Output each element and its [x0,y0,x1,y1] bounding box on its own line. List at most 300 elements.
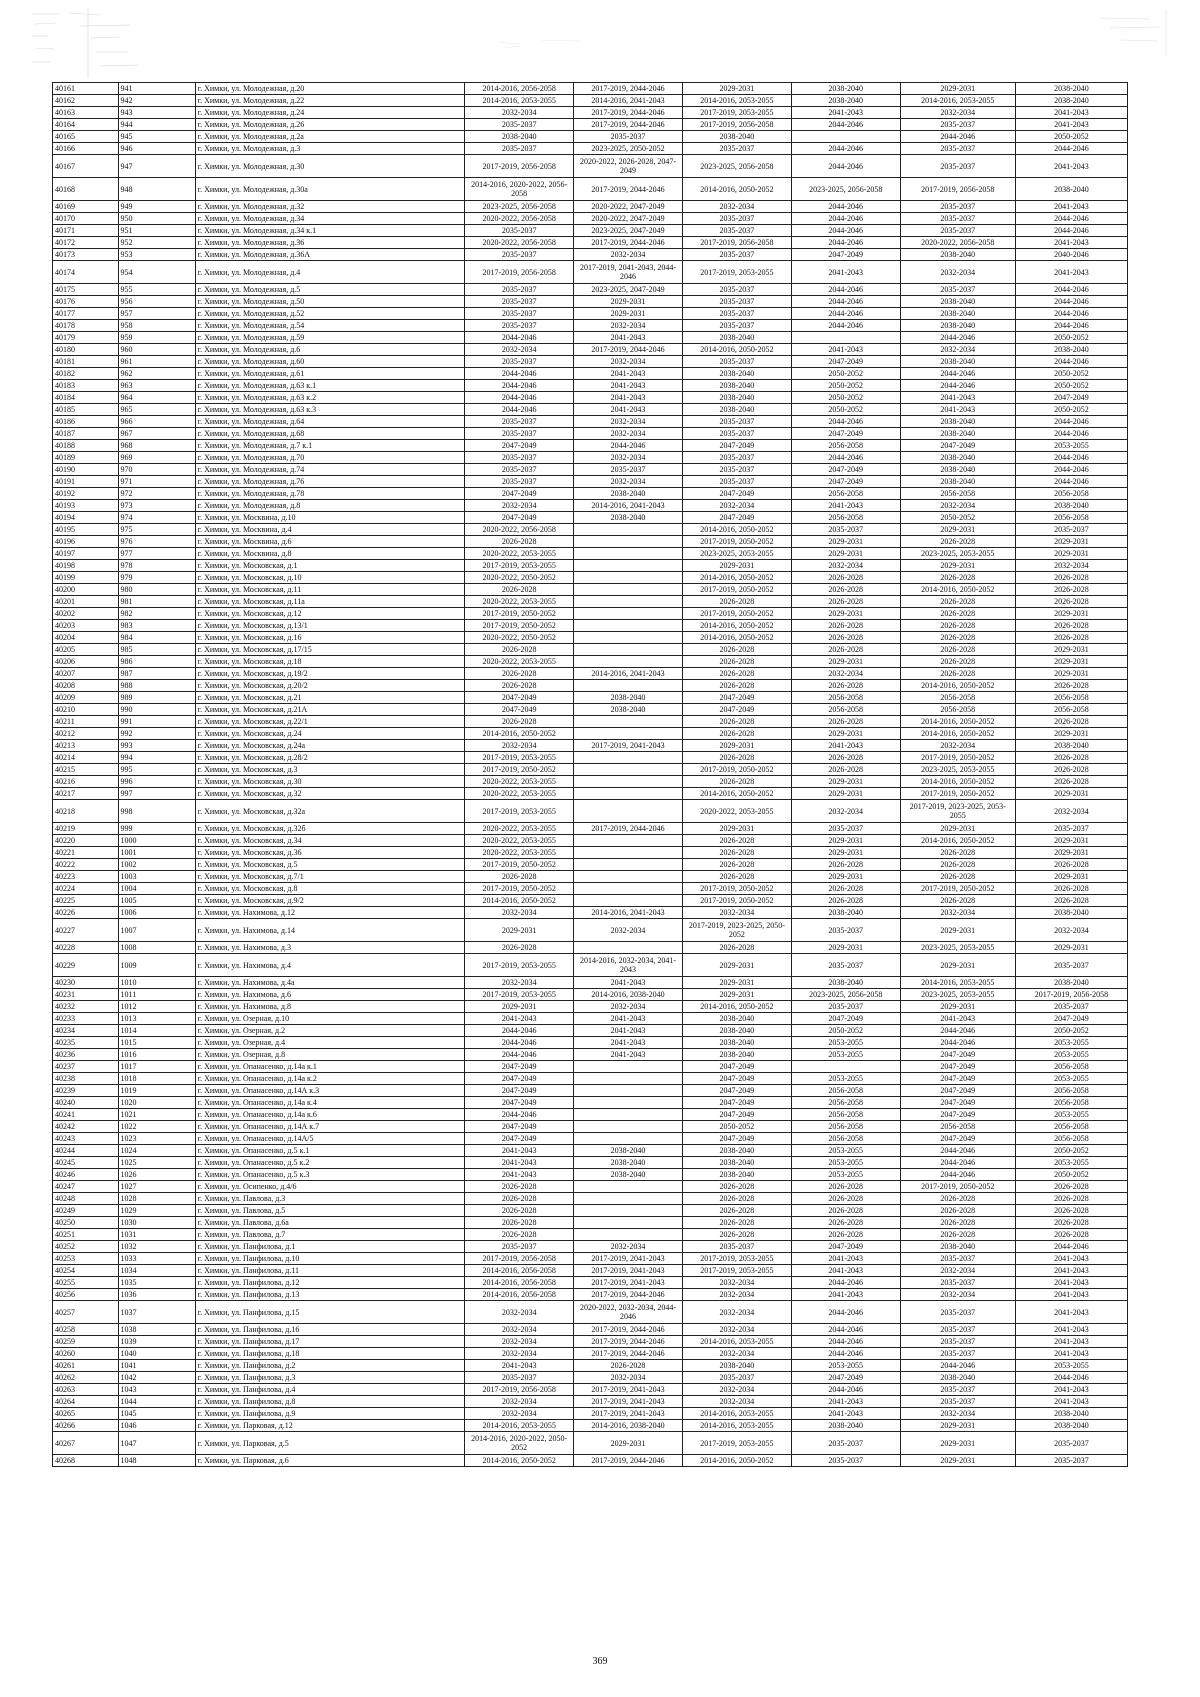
period-1-cell: 2017-2019, 2050-2052 [465,859,574,871]
row-number-cell: 1019 [118,1085,195,1097]
period-5-cell: 2029-2031 [900,560,1015,572]
row-number-cell: 1033 [118,1253,195,1265]
period-6-cell: 2041-2043 [1015,1265,1127,1277]
period-6-cell: 2026-2028 [1015,620,1127,632]
period-3-cell: 2026-2028 [682,1181,791,1193]
period-2-cell: 2017-2019, 2044-2046 [574,107,683,119]
period-3-cell: 2017-2019, 2050-2052 [682,608,791,620]
period-3-cell: 2032-2034 [682,1289,791,1301]
period-4-cell: 2053-2055 [791,1037,900,1049]
row-number-cell: 1007 [118,919,195,942]
address-cell: г. Химки, ул. Парковая, д.6 [195,1455,465,1467]
table-row [53,632,1128,644]
period-5-cell: 2014-2016, 2053-2055 [900,95,1015,107]
period-5-cell: 2035-2037 [900,201,1015,213]
row-id-cell: 40233 [53,1013,119,1025]
row-number-cell: 1026 [118,1169,195,1181]
row-number-cell: 1015 [118,1037,195,1049]
period-2-cell: 2014-2016, 2041-2043 [574,500,683,512]
period-6-cell: 2050-2052 [1015,1145,1127,1157]
period-2-cell [574,1085,683,1097]
period-3-cell: 2014-2016, 2053-2055 [682,1336,791,1348]
row-id-cell: 40220 [53,835,119,847]
period-3-cell: 2017-2019, 2050-2052 [682,895,791,907]
period-4-cell: 2029-2031 [791,788,900,800]
row-number-cell: 985 [118,644,195,656]
period-2-cell: 2017-2019, 2041-2043 [574,1253,683,1265]
period-2-cell [574,1205,683,1217]
address-cell: г. Химки, ул. Молодежная, д.54 [195,320,465,332]
address-cell: г. Химки, ул. Московская, д.10 [195,572,465,584]
period-1-cell: 2047-2049 [465,512,574,524]
row-number-cell: 1031 [118,1229,195,1241]
row-id-cell: 40260 [53,1348,119,1360]
period-2-cell [574,1133,683,1145]
period-5-cell: 2050-2052 [900,512,1015,524]
address-cell: г. Химки, ул. Молодежная, д.59 [195,332,465,344]
address-cell: г. Химки, ул. Московская, д.21 [195,692,465,704]
table-row [53,392,1128,404]
period-4-cell: 2044-2046 [791,320,900,332]
period-5-cell: 2038-2040 [900,476,1015,488]
row-number-cell: 1028 [118,1193,195,1205]
row-id-cell: 40184 [53,392,119,404]
period-5-cell: 2038-2040 [900,464,1015,476]
row-id-cell: 40243 [53,1133,119,1145]
period-3-cell: 2047-2049 [682,692,791,704]
period-4-cell: 2053-2055 [791,1157,900,1169]
period-3-cell: 2023-2025, 2056-2058 [682,155,791,178]
period-5-cell: 2038-2040 [900,320,1015,332]
period-3-cell: 2047-2049 [682,1061,791,1073]
period-3-cell: 2032-2034 [682,1396,791,1408]
row-number-cell: 972 [118,488,195,500]
period-3-cell: 2035-2037 [682,143,791,155]
period-1-cell: 2026-2028 [465,1205,574,1217]
period-1-cell: 2020-2022, 2050-2052 [465,632,574,644]
period-5-cell: 2026-2028 [900,656,1015,668]
period-6-cell: 2038-2040 [1015,1420,1127,1432]
period-6-cell: 2029-2031 [1015,788,1127,800]
row-id-cell: 40246 [53,1169,119,1181]
period-2-cell: 2041-2043 [574,380,683,392]
period-5-cell: 2026-2028 [900,632,1015,644]
period-6-cell: 2029-2031 [1015,942,1127,954]
period-2-cell [574,572,683,584]
period-1-cell: 2032-2034 [465,1324,574,1336]
scan-artifact [30,8,140,78]
period-2-cell [574,1109,683,1121]
period-6-cell: 2038-2040 [1015,344,1127,356]
table-row [53,1265,1128,1277]
period-2-cell: 2017-2019, 2044-2046 [574,119,683,131]
period-1-cell: 2017-2019, 2050-2052 [465,883,574,895]
period-5-cell: 2032-2034 [900,907,1015,919]
period-1-cell: 2017-2019, 2050-2052 [465,608,574,620]
period-2-cell [574,656,683,668]
period-4-cell: 2050-2052 [791,368,900,380]
period-4-cell: 2026-2028 [791,680,900,692]
address-cell: г. Химки, ул. Опанасенко, д.14а к.6 [195,1109,465,1121]
period-1-cell: 2032-2034 [465,1301,574,1324]
period-1-cell: 2035-2037 [465,320,574,332]
address-cell: г. Химки, ул. Московская, д.3 [195,764,465,776]
period-1-cell: 2020-2022, 2056-2058 [465,524,574,536]
address-cell: г. Химки, ул. Озерная, д.8 [195,1049,465,1061]
period-6-cell: 2044-2046 [1015,1241,1127,1253]
address-cell: г. Химки, ул. Московская, д.21А [195,704,465,716]
period-2-cell: 2020-2022, 2047-2049 [574,213,683,225]
period-5-cell: 2014-2016, 2050-2052 [900,728,1015,740]
period-3-cell: 2026-2028 [682,716,791,728]
period-5-cell: 2035-2037 [900,1277,1015,1289]
address-cell: г. Химки, ул. Московская, д.12 [195,608,465,620]
period-2-cell [574,883,683,895]
period-4-cell: 2026-2028 [791,1181,900,1193]
period-1-cell: 2014-2016, 2056-2058 [465,1289,574,1301]
row-id-cell: 40255 [53,1277,119,1289]
address-cell: г. Химки, ул. Молодежная, д.6 [195,344,465,356]
table-row [53,308,1128,320]
row-number-cell: 950 [118,213,195,225]
period-2-cell: 2017-2019, 2044-2046 [574,1348,683,1360]
row-id-cell: 40180 [53,344,119,356]
period-3-cell: 2035-2037 [682,296,791,308]
period-3-cell: 2038-2040 [682,404,791,416]
period-6-cell: 2041-2043 [1015,201,1127,213]
period-5-cell: 2044-2046 [900,1025,1015,1037]
scan-artifact [1040,10,1170,55]
address-cell: г. Химки, ул. Московская, д.34 [195,835,465,847]
row-id-cell: 40261 [53,1360,119,1372]
period-2-cell [574,596,683,608]
row-id-cell: 40182 [53,368,119,380]
row-number-cell: 1025 [118,1157,195,1169]
table-row [53,1253,1128,1265]
row-id-cell: 40225 [53,895,119,907]
period-1-cell: 2026-2028 [465,1217,574,1229]
period-1-cell: 2035-2037 [465,428,574,440]
period-3-cell: 2017-2019, 2053-2055 [682,1253,791,1265]
period-2-cell: 2044-2046 [574,440,683,452]
address-cell: г. Химки, ул. Молодежная, д.5 [195,284,465,296]
period-2-cell: 2032-2034 [574,1241,683,1253]
period-5-cell: 2026-2028 [900,1217,1015,1229]
address-cell: г. Химки, ул. Москвина, д.10 [195,512,465,524]
period-5-cell: 2038-2040 [900,296,1015,308]
table-row [53,380,1128,392]
address-cell: г. Химки, ул. Московская, д.19/2 [195,668,465,680]
row-id-cell: 40183 [53,380,119,392]
period-1-cell: 2017-2019, 2056-2058 [465,1253,574,1265]
period-2-cell: 2041-2043 [574,404,683,416]
period-1-cell: 2020-2022, 2053-2055 [465,776,574,788]
row-id-cell: 40178 [53,320,119,332]
period-2-cell: 2014-2016, 2038-2040 [574,1420,683,1432]
row-id-cell: 40216 [53,776,119,788]
period-4-cell: 2056-2058 [791,1097,900,1109]
row-number-cell: 1042 [118,1372,195,1384]
period-2-cell: 2032-2034 [574,919,683,942]
row-id-cell: 40263 [53,1384,119,1396]
table-row [53,261,1128,284]
period-6-cell: 2044-2046 [1015,296,1127,308]
period-6-cell: 2044-2046 [1015,428,1127,440]
address-cell: г. Химки, ул. Московская, д.1 [195,560,465,572]
period-4-cell: 2035-2037 [791,1455,900,1467]
period-4-cell: 2056-2058 [791,692,900,704]
table-row [53,155,1128,178]
row-number-cell: 1010 [118,977,195,989]
period-2-cell: 2032-2034 [574,452,683,464]
table-row [53,1432,1128,1455]
table-row [53,859,1128,871]
period-3-cell: 2035-2037 [682,1241,791,1253]
period-2-cell: 2017-2019, 2041-2043 [574,1396,683,1408]
row-id-cell: 40226 [53,907,119,919]
period-3-cell: 2035-2037 [682,356,791,368]
table-row [53,178,1128,201]
row-number-cell: 981 [118,596,195,608]
row-number-cell: 969 [118,452,195,464]
table-row [53,776,1128,788]
period-2-cell: 2041-2043 [574,977,683,989]
register-table [52,82,1128,1467]
period-3-cell: 2026-2028 [682,871,791,883]
table-row [53,1336,1128,1348]
period-4-cell: 2029-2031 [791,656,900,668]
period-6-cell: 2056-2058 [1015,1097,1127,1109]
table-row [53,680,1128,692]
period-6-cell: 2053-2055 [1015,1073,1127,1085]
period-1-cell: 2026-2028 [465,584,574,596]
period-3-cell: 2026-2028 [682,1217,791,1229]
row-number-cell: 1047 [118,1432,195,1455]
period-2-cell [574,1217,683,1229]
address-cell: г. Химки, ул. Панфилова, д.1 [195,1241,465,1253]
row-number-cell: 1021 [118,1109,195,1121]
row-number-cell: 961 [118,356,195,368]
period-1-cell: 2020-2022, 2053-2055 [465,788,574,800]
period-6-cell: 2053-2055 [1015,1049,1127,1061]
address-cell: г. Химки, ул. Молодежная, д.20 [195,83,465,95]
address-cell: г. Химки, ул. Панфилова, д.13 [195,1289,465,1301]
period-4-cell: 2041-2043 [791,1289,900,1301]
address-cell: г. Химки, ул. Опанасенко, д.14а к.2 [195,1073,465,1085]
period-4-cell: 2026-2028 [791,1229,900,1241]
table-row [53,1396,1128,1408]
row-id-cell: 40221 [53,847,119,859]
period-5-cell: 2014-2016, 2050-2052 [900,716,1015,728]
period-5-cell: 2041-2043 [900,404,1015,416]
row-id-cell: 40239 [53,1085,119,1097]
period-6-cell: 2050-2052 [1015,1169,1127,1181]
address-cell: г. Химки, ул. Павлова, д.5 [195,1205,465,1217]
table-row [53,1277,1128,1289]
row-number-cell: 1044 [118,1396,195,1408]
table-row [53,440,1128,452]
row-id-cell: 40254 [53,1265,119,1277]
row-number-cell: 1013 [118,1013,195,1025]
period-3-cell: 2026-2028 [682,942,791,954]
period-1-cell: 2032-2034 [465,500,574,512]
period-1-cell: 2014-2016, 2050-2052 [465,895,574,907]
period-5-cell: 2038-2040 [900,428,1015,440]
period-5-cell: 2035-2037 [900,1384,1015,1396]
period-2-cell: 2014-2016, 2038-2040 [574,989,683,1001]
period-4-cell [791,131,900,143]
period-2-cell [574,895,683,907]
period-2-cell: 2017-2019, 2041-2043, 2044-2046 [574,261,683,284]
period-6-cell: 2026-2028 [1015,716,1127,728]
period-6-cell: 2029-2031 [1015,668,1127,680]
period-6-cell: 2029-2031 [1015,728,1127,740]
period-3-cell: 2038-2040 [682,1360,791,1372]
period-6-cell: 2026-2028 [1015,1193,1127,1205]
period-5-cell: 2032-2034 [900,1408,1015,1420]
period-2-cell: 2032-2034 [574,1001,683,1013]
period-5-cell: 2023-2025, 2053-2055 [900,989,1015,1001]
row-number-cell: 1003 [118,871,195,883]
period-4-cell: 2047-2049 [791,1241,900,1253]
row-number-cell: 980 [118,584,195,596]
row-number-cell: 954 [118,261,195,284]
period-5-cell: 2035-2037 [900,1301,1015,1324]
period-2-cell: 2023-2025, 2047-2049 [574,225,683,237]
period-3-cell: 2029-2031 [682,83,791,95]
period-3-cell: 2029-2031 [682,823,791,835]
row-id-cell: 40232 [53,1001,119,1013]
period-6-cell: 2041-2043 [1015,1324,1127,1336]
table-row [53,1049,1128,1061]
address-cell: г. Химки, ул. Москвина, д.8 [195,548,465,560]
row-id-cell: 40211 [53,716,119,728]
row-number-cell: 998 [118,800,195,823]
period-2-cell: 2029-2031 [574,296,683,308]
address-cell: г. Химки, ул. Молодежная, д.64 [195,416,465,428]
address-cell: г. Химки, ул. Московская, д.32б [195,823,465,835]
table-row [53,1097,1128,1109]
row-number-cell: 1002 [118,859,195,871]
table-row [53,404,1128,416]
table-row [53,1013,1128,1025]
period-5-cell: 2026-2028 [900,608,1015,620]
row-id-cell: 40194 [53,512,119,524]
period-3-cell: 2026-2028 [682,644,791,656]
row-id-cell: 40209 [53,692,119,704]
period-5-cell: 2044-2046 [900,332,1015,344]
row-id-cell: 40262 [53,1372,119,1384]
table-row [53,1289,1128,1301]
period-3-cell: 2014-2016, 2050-2052 [682,1001,791,1013]
period-5-cell: 2026-2028 [900,871,1015,883]
address-cell: г. Химки, ул. Московская, д.18 [195,656,465,668]
period-2-cell: 2026-2028 [574,1360,683,1372]
period-1-cell: 2020-2022, 2053-2055 [465,548,574,560]
period-3-cell: 2026-2028 [682,728,791,740]
period-3-cell: 2026-2028 [682,596,791,608]
row-number-cell: 1030 [118,1217,195,1229]
period-5-cell: 2020-2022, 2056-2058 [900,237,1015,249]
period-5-cell: 2035-2037 [900,213,1015,225]
period-3-cell: 2029-2031 [682,977,791,989]
row-number-cell: 1035 [118,1277,195,1289]
period-6-cell: 2041-2043 [1015,1396,1127,1408]
period-3-cell: 2047-2049 [682,1133,791,1145]
row-id-cell: 40228 [53,942,119,954]
period-6-cell: 2041-2043 [1015,1277,1127,1289]
table-row [53,548,1128,560]
address-cell: г. Химки, ул. Молодежная, д.22 [195,95,465,107]
row-id-cell: 40170 [53,213,119,225]
period-4-cell: 2044-2046 [791,1348,900,1360]
period-1-cell: 2035-2037 [465,416,574,428]
address-cell: г. Химки, ул. Озерная, д.4 [195,1037,465,1049]
period-6-cell: 2041-2043 [1015,107,1127,119]
address-cell: г. Химки, ул. Нахимова, д.14 [195,919,465,942]
address-cell: г. Химки, ул. Московская, д.24 [195,728,465,740]
period-6-cell: 2035-2037 [1015,823,1127,835]
table-row [53,871,1128,883]
address-cell: г. Химки, ул. Панфилова, д.4 [195,1384,465,1396]
period-1-cell: 2032-2034 [465,1348,574,1360]
row-number-cell: 944 [118,119,195,131]
period-1-cell: 2032-2034 [465,907,574,919]
period-6-cell: 2056-2058 [1015,488,1127,500]
table-row [53,488,1128,500]
period-3-cell: 2032-2034 [682,1348,791,1360]
row-number-cell: 960 [118,344,195,356]
period-3-cell: 2035-2037 [682,308,791,320]
period-1-cell: 2044-2046 [465,368,574,380]
row-number-cell: 958 [118,320,195,332]
period-3-cell: 2035-2037 [682,416,791,428]
period-4-cell: 2026-2028 [791,859,900,871]
period-6-cell: 2053-2055 [1015,440,1127,452]
row-number-cell: 1036 [118,1289,195,1301]
table-row [53,237,1128,249]
row-id-cell: 40249 [53,1205,119,1217]
row-id-cell: 40214 [53,752,119,764]
period-6-cell: 2026-2028 [1015,596,1127,608]
period-3-cell: 2032-2034 [682,1277,791,1289]
row-id-cell: 40207 [53,668,119,680]
period-1-cell: 2020-2022, 2053-2055 [465,847,574,859]
period-3-cell: 2035-2037 [682,464,791,476]
address-cell: г. Химки, ул. Молодежная, д.74 [195,464,465,476]
period-3-cell: 2038-2040 [682,1157,791,1169]
period-5-cell: 2038-2040 [900,452,1015,464]
address-cell: г. Химки, ул. Московская, д.11а [195,596,465,608]
address-cell: г. Химки, ул. Московская, д.13/1 [195,620,465,632]
period-6-cell: 2044-2046 [1015,464,1127,476]
period-4-cell: 2053-2055 [791,1073,900,1085]
period-2-cell: 2017-2019, 2041-2043 [574,740,683,752]
period-4-cell: 2029-2031 [791,776,900,788]
row-number-cell: 1014 [118,1025,195,1037]
period-3-cell: 2029-2031 [682,740,791,752]
table-row [53,356,1128,368]
row-id-cell: 40242 [53,1121,119,1133]
table-row [53,1037,1128,1049]
period-6-cell: 2029-2031 [1015,548,1127,560]
period-6-cell: 2038-2040 [1015,977,1127,989]
row-number-cell: 1034 [118,1265,195,1277]
period-4-cell: 2047-2049 [791,1013,900,1025]
period-3-cell: 2032-2034 [682,500,791,512]
period-3-cell: 2038-2040 [682,1145,791,1157]
period-4-cell: 2029-2031 [791,835,900,847]
